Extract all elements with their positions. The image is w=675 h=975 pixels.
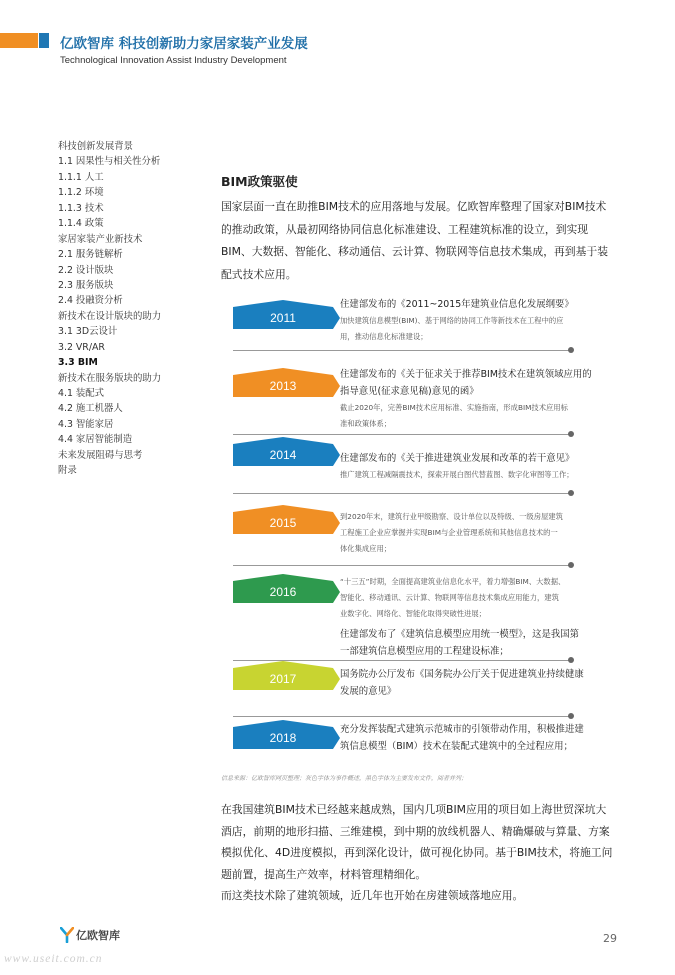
event-summary-text: 工程施工企业应掌握并实现BIM与企业管理系统和其他信息技术的一 xyxy=(340,528,558,537)
section-intro: 国家层面一直在助推BIM技术的应用落地与发展。亿欧智库整理了国家对BIM技术的推动政策，从最初网络协同信息化标准建设、工程建筑标准的设立，到实现BIM、大数据、智能化、移动通信、云计算、物联网等信息技术集成，再到基于装配式技术应用。 xyxy=(221,200,608,281)
section-title: BIM政策驱使 xyxy=(221,174,298,189)
toc-item[interactable]: 4.1 装配式 xyxy=(58,388,105,399)
event-summary-text: 加快建筑信息模型(BIM)、基于网络的协同工作等新技术在工程中的应 xyxy=(340,316,564,325)
timeline-dot xyxy=(568,713,574,719)
timeline-divider xyxy=(233,493,573,494)
timeline-event xyxy=(340,574,620,660)
toc-item[interactable]: 4.3 智能家居 xyxy=(58,418,114,430)
toc-item[interactable]: 1.1.2 环境 xyxy=(58,187,104,199)
event-summary-text: 用，推动信息化标准建设； xyxy=(340,332,428,341)
timeline-divider xyxy=(233,350,573,351)
event-summary-text: 推广建筑工程减隔震技术，探索开展白图代替蓝图、数字化审图等工作； xyxy=(340,470,574,479)
timeline-event xyxy=(340,509,620,557)
timeline-year-badge: 2015 xyxy=(233,512,333,534)
toc-item[interactable]: 新技术在服务版块的助力 xyxy=(58,372,162,384)
event-policy-text: 一部建筑信息模型应用的工程建设标准； xyxy=(340,646,509,657)
event-policy-text: 住建部发布的《关于推进建筑业发展和改革的若干意见》 xyxy=(340,453,575,464)
toc-item[interactable]: 3.1 3D云设计 xyxy=(58,326,118,338)
source-note: 信息来源：亿欧智库网页整理；灰色字体为事件概述，黑色字体为主要发布文件，阅者并列； xyxy=(221,775,468,782)
timeline-dot xyxy=(568,562,574,568)
event-policy-text: 发展的意见》 xyxy=(340,686,397,697)
timeline-year-badge: 2016 xyxy=(233,581,333,603)
event-policy-text: 国务院办公厅发布《国务院办公厅关于促进建筑业持续健康 xyxy=(340,669,584,680)
timeline-dot xyxy=(568,490,574,496)
toc-item[interactable]: 附录 xyxy=(58,465,77,477)
header-accent-blue xyxy=(39,33,49,48)
timeline-divider xyxy=(233,434,573,435)
toc-item[interactable]: 未来发展阻碍与思考 xyxy=(58,449,143,461)
toc-item[interactable]: 家居家装产业新技术 xyxy=(58,233,143,245)
timeline-event xyxy=(340,296,620,345)
toc-item[interactable]: 3.2 VR/AR xyxy=(58,341,105,353)
toc-item[interactable]: 2.2 设计版块 xyxy=(58,264,114,276)
timeline-dot xyxy=(568,431,574,437)
timeline-divider xyxy=(233,565,573,566)
timeline-year-badge: 2013 xyxy=(233,375,333,397)
event-summary-text: 体化集成应用； xyxy=(340,544,392,553)
toc-item[interactable]: 4.4 家居智能制造 xyxy=(58,434,133,446)
toc-item[interactable]: 4.2 施工机器人 xyxy=(58,403,123,415)
toc-item[interactable]: 3.3 BIM xyxy=(58,357,98,369)
timeline-event xyxy=(340,721,620,755)
timeline-event xyxy=(340,366,620,432)
timeline-event xyxy=(340,450,620,483)
event-summary-text: 智能化、移动通讯、云计算、物联网等信息技术集成应用能力，建筑 xyxy=(340,593,559,602)
timeline-dot xyxy=(568,657,574,663)
timeline-year-badge: 2018 xyxy=(233,727,333,749)
timeline-event xyxy=(340,666,620,700)
timeline-divider xyxy=(233,716,573,717)
closing-paragraph: 在我国建筑BIM技术已经越来越成熟，国内几项BIM应用的项目如上海世贸深坑大酒店，前期的地形扫描、三维建模，到中期的放线机器人、精确爆破与算量、方案模拟优化、4D进度模拟，再到深化设计，做可视化协同。基于BIM技术，将施工问题前置，提高生产效率，材料管理精细化。 xyxy=(221,803,613,881)
toc-item[interactable]: 2.1 服务链解析 xyxy=(58,249,123,261)
event-policy-text: 筑信息模型（BIM）技术在装配式建筑中的全过程应用； xyxy=(340,741,573,752)
event-policy-text: 住建部发布了《建筑信息模型应用统一模型》，这是我国第 xyxy=(340,629,580,640)
timeline-year-badge: 2014 xyxy=(233,444,333,466)
toc-item[interactable]: 科技创新发展背景 xyxy=(58,141,134,152)
event-policy-text: 住建部发布的《2011~2015年建筑业信息化发展纲要》 xyxy=(340,299,574,310)
header-accent-orange xyxy=(0,33,38,48)
event-summary-text: “十三五”时期，全面提高建筑业信息化水平，着力增强BIM、大数据、 xyxy=(340,577,566,586)
event-policy-text: 充分发挥装配式建筑示范城市的引领带动作用，积极推进建 xyxy=(340,724,584,735)
toc-item[interactable]: 2.4 投融资分析 xyxy=(58,295,123,307)
event-summary-text: 业数字化、网络化、智能化取得突破性进展； xyxy=(340,609,486,618)
table-of-contents xyxy=(58,139,208,479)
timeline-year-badge: 2017 xyxy=(233,668,333,690)
toc-item[interactable]: 1.1.3 技术 xyxy=(58,202,104,214)
timeline-year-badge: 2011 xyxy=(233,307,333,329)
toc-item[interactable]: 2.3 服务版块 xyxy=(58,279,114,291)
event-summary-text: 准和政策体系； xyxy=(340,419,392,428)
logo-icon xyxy=(60,927,74,943)
timeline-dot xyxy=(568,347,574,353)
closing-paragraph: 而这类技术除了建筑领域，近几年也开始在房建领域落地应用。 xyxy=(221,889,524,902)
event-summary-text: 到2020年末，建筑行业甲级勘察、设计单位以及特级、一级房屋建筑 xyxy=(340,512,563,521)
closing-text xyxy=(221,799,616,907)
toc-item[interactable]: 新技术在设计版块的助力 xyxy=(58,310,162,322)
event-summary-text: 截止2020年，完善BIM技术应用标准、实施指南，形成BIM技术应用标 xyxy=(340,403,568,412)
toc-item[interactable]: 1.1.1 人工 xyxy=(58,171,104,183)
toc-item[interactable]: 1.1.4 政策 xyxy=(58,218,104,230)
watermark: www.useit.com.cn xyxy=(4,953,103,965)
page-number: 29 xyxy=(603,932,617,945)
header-subtitle: Technological Innovation Assist Industry Development xyxy=(60,55,287,66)
event-policy-text: 指导意见(征求意见稿)意见的函》 xyxy=(340,386,479,397)
header-title: 亿欧智库 科技创新助力家居家装产业发展 xyxy=(60,36,308,52)
toc-item[interactable]: 1.1 因果性与相关性分析 xyxy=(58,156,161,168)
footer-logo-text: 亿欧智库 xyxy=(76,929,120,942)
footer-logo xyxy=(60,927,120,943)
event-policy-text: 住建部发布的《关于征求关于推荐BIM技术在建筑领域应用的 xyxy=(340,369,592,380)
